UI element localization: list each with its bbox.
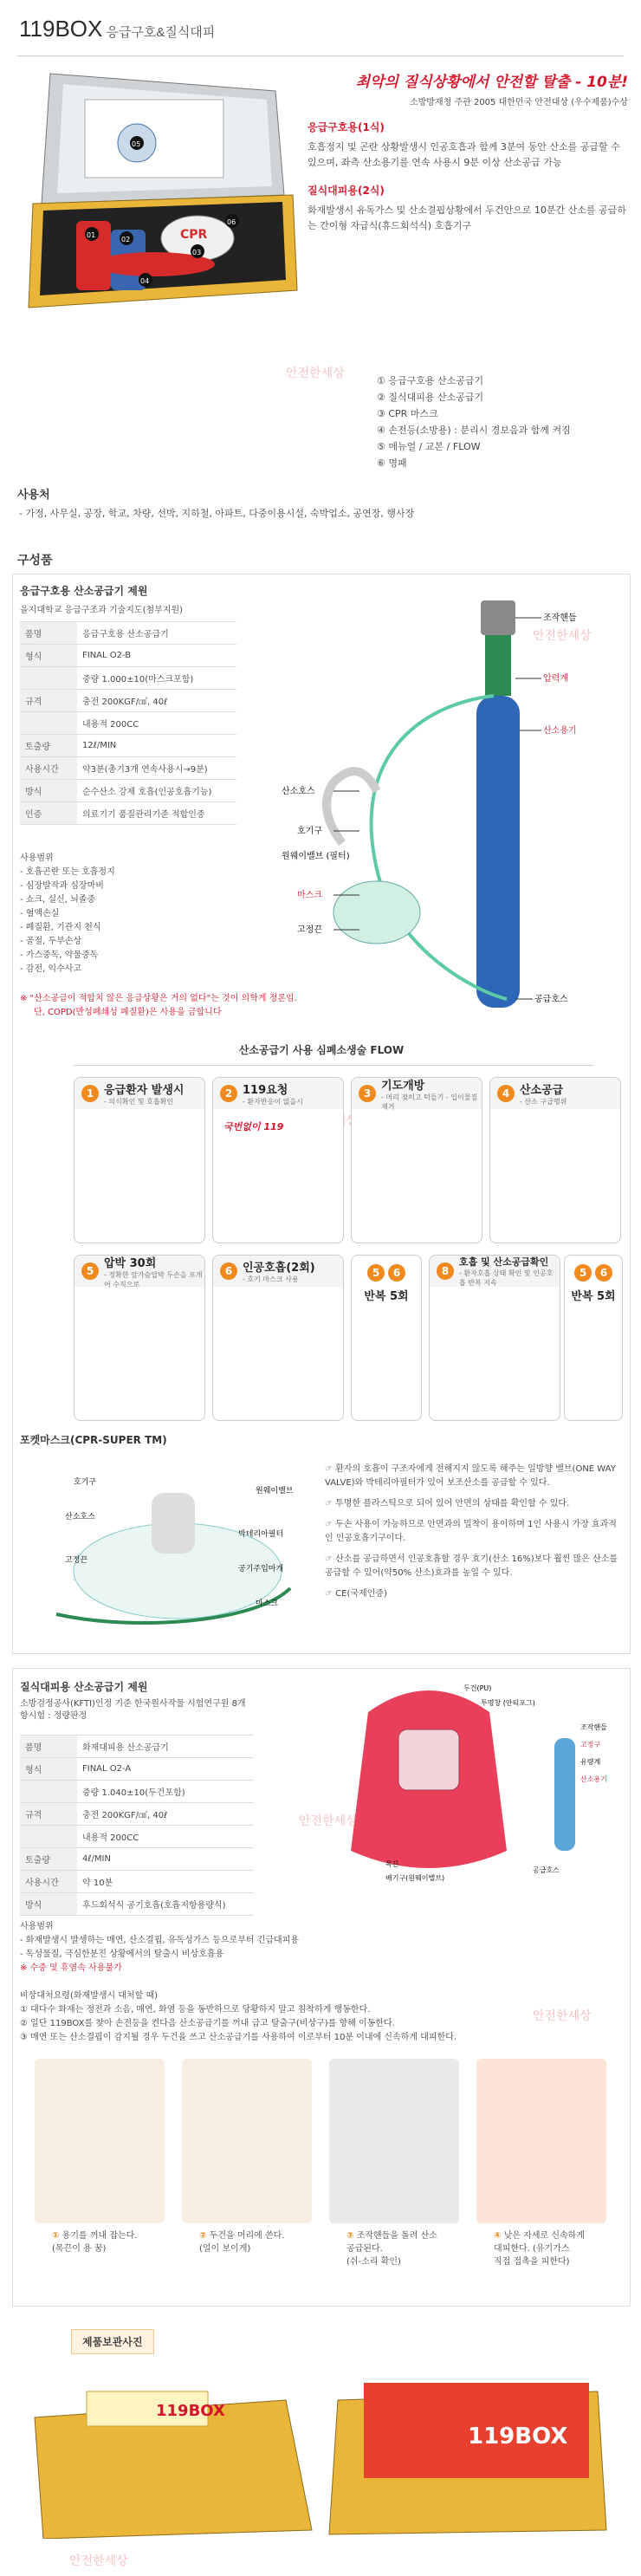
sec2-text: 화재발생시 유독가스 및 산소결핍상황에서 두건안으로 10분간 산소를 공급하는 간이형 자급식(휴드회석식) 호흡기구 [308, 204, 626, 231]
evac-step-1-image [35, 2059, 165, 2223]
emergency-sub: 을지대학교 응급구조과 기술지도(첨부지원) [20, 606, 184, 615]
spec-row: 품명 응급구호용 산소공급기 [20, 622, 236, 645]
svg-text:호기구: 호기구 [297, 827, 322, 836]
sec1-text: 호흡정지 및 곤란 상황발생시 인공호흡과 함께 3분여 동안 산소를 공급할 수 있으며, 좌측 산소용기를 연속 사용시 9분 이상 산소공급 가능 [308, 141, 620, 168]
flow-step-8: 8 호흡 및 산소공급확인 - 환자호흡 상태 확인 및 인공호흡 반복 지속 [429, 1255, 560, 1421]
evac-step-4-text: ④ 낮은 자세로 신속하게 대피한다. (유기가스 직접 접촉을 피한다) [494, 2231, 585, 2267]
svg-text:산소용기: 산소용기 [580, 1775, 607, 1783]
pocket-desc-item: ☞ 산소를 공급하면서 인공호흡할 경우 효기(산소 16%)보다 훨씬 많은 산소를 공급할 수 있어(약50% 산소)효과를 높일 수 있다. [325, 1554, 618, 1578]
svg-text:호기구: 호기구 [74, 1478, 97, 1487]
flow-step-4: 4 산소공급 - 산소 구급행위 [489, 1077, 621, 1243]
svg-text:산소호스: 산소호스 [65, 1513, 95, 1522]
watermark: 안전한세상 [299, 1814, 358, 1828]
scope-item: - 감전, 익수사고 [20, 964, 82, 974]
scope-item: - 가스중독, 약물중독 [20, 951, 99, 960]
svg-text:공급호스: 공급호스 [534, 995, 568, 1004]
part-item: ① 응급구호용 산소공급기 [377, 375, 484, 386]
svg-text:조작핸들: 조작핸들 [543, 613, 577, 623]
evac-step-2-text: ② 두건을 머리에 쓴다. (얼이 보이게) [199, 2231, 285, 2254]
spec-row: 규격 충전 200KGF/㎠, 40ℓ [20, 690, 236, 712]
flow-step-7: 5 6 반복 5회 [351, 1255, 422, 1421]
svg-text:고정구: 고정구 [580, 1741, 601, 1749]
spec-row: 내용적 200CC [20, 712, 236, 735]
watermark: 안전한세상 [533, 2009, 592, 2023]
svg-text:박테리아필터: 박테리아필터 [238, 1530, 284, 1539]
method-item: ① 대다수 화재는 정전과 소음, 매연, 화염 등을 동반하므로 당황하지 말고 침착하게 행동한다. [20, 2005, 371, 2015]
svg-text:압력계: 압력계 [543, 674, 568, 684]
evac-step-3-image [329, 2059, 459, 2223]
spec-row: 품명 화재대피용 산소공급기 [20, 1736, 254, 1758]
watermark: 안전한세상 [286, 367, 345, 380]
pocket-desc [325, 1463, 619, 1601]
case-label-06: 06 [227, 218, 236, 226]
spec-row: 토출량 12ℓ/MIN [20, 735, 236, 757]
product-photos [26, 2365, 615, 2539]
scope-item: - 폐질환, 기관지 천식 [20, 923, 101, 932]
case-label-03: 03 [192, 249, 202, 256]
evac-step-2-image [182, 2059, 312, 2223]
parts-list [377, 373, 571, 471]
spec-row: 규격 충전 200KGF/㎠, 40ℓ [20, 1803, 254, 1826]
emergency-section [12, 574, 631, 1654]
svg-text:고정끈: 고정끈 [65, 1556, 88, 1565]
scope-title: 사용범위 [20, 853, 54, 863]
pocket-desc-item: ☞ CE(국제인증) [325, 1589, 387, 1599]
scope-item: - 독성물질, 극심한분진 상황에서의 탈출시 비상호흡용 [20, 1950, 224, 1959]
flow-step-3: 3 기도개방 - 머리 젖히고 턱들기 - 입이물질 제거 [351, 1077, 482, 1243]
evac-section [12, 1668, 631, 2307]
emergency-title: 응급구호용 산소공급기 제원 [20, 585, 148, 597]
scope-item: - 골절, 두부손상 [20, 937, 82, 946]
spec-row: 방식 순수산소 강제 호흡(인공호흡기능) [20, 780, 236, 802]
spec-row: 사용시간 약 10분 [20, 1871, 254, 1893]
spec-row: 중량 1.000±10(마스크포함) [20, 667, 236, 690]
scope-item: - 혈액손실 [20, 909, 60, 918]
method-item: ③ 매연 또는 산소결핍이 감지될 경우 두건을 쓰고 산소공급기를 사용하여 이로부터 10분 이내에 신속하게 대피한다. [20, 2033, 457, 2042]
spec-row: 사용시간 약3분(총기3개 연속사용시→9분) [20, 757, 236, 780]
svg-text:산소호스: 산소호스 [282, 787, 315, 796]
svg-text:CPR: CPR [180, 228, 208, 242]
spec-row: 형식 FINAL O2-B [20, 645, 236, 667]
sec2-title: 질식대피용(2식) [308, 185, 385, 197]
svg-text:산소용기: 산소용기 [543, 726, 577, 736]
usage-text: - 가정, 사무실, 공장, 학교, 차량, 선박, 지하철, 아파트, 다중이용시설, 숙박업소, 공연장, 행사장 [19, 508, 415, 519]
scope-item: - 쇼크, 실신, 뇌졸중 [20, 895, 96, 905]
case-label-04: 04 [140, 277, 150, 285]
flow-step-5: 5 압박 30회 - 정확한 앞가슴압박 두손을 포개어 수직으로 [74, 1255, 205, 1421]
svg-text:119BOX: 119BOX [156, 2402, 225, 2420]
flow-step-6: 6 인공호흡(2회) - 호기 마스크 사용 [212, 1255, 344, 1421]
svg-text:마스크: 마스크 [297, 891, 322, 900]
spec-row: 인증 의료기기 품질관리기준 적합인증 [20, 802, 236, 825]
sec1-title: 응급구호용(1식) [308, 121, 385, 133]
svg-text:119BOX: 119BOX [468, 2424, 568, 2449]
evac-step-3-text: ③ 조작핸들을 돌려 산소 공급된다. (쉬-소리 확인) [346, 2231, 437, 2267]
scope-title: 사용범위 [20, 1922, 54, 1931]
part-item: ② 질식대피용 산소공급기 [377, 392, 484, 403]
svg-text:투명창 (안티포그): 투명창 (안티포그) [481, 1699, 535, 1707]
case-label-02: 02 [121, 236, 131, 243]
evac-step-4-image [476, 2059, 606, 2223]
evac-step-1-text: ① 용기를 꺼내 잡는다. (목끈이 용 꿈) [52, 2231, 138, 2254]
watermark: 안전한세상 [533, 629, 592, 643]
method-title: 비상대처요령(화재발생시 대처할 때) [20, 1991, 159, 2001]
svg-text:유량계: 유량계 [580, 1758, 601, 1766]
emergency-diagram [247, 583, 619, 1034]
flow-step-1: 1 응급환자 발생시 - 의식확인 및 호흡확인 [74, 1077, 205, 1243]
scope-item: - 호흡곤란 또는 호흡정지 [20, 867, 115, 877]
spec-row: 형식 FINAL O2-A [20, 1758, 254, 1781]
case-label-05: 05 [132, 140, 141, 148]
part-item: ⑤ 메뉴얼 / 교본 / FLOW [377, 441, 481, 452]
part-item: ③ CPR 마스크 [377, 408, 438, 419]
emergency-scope [20, 852, 115, 977]
pocket-title: 포켓마스크(CPR-SUPER TM) [20, 1434, 167, 1446]
evac-scope [20, 1920, 299, 1976]
page-title: 119BOX 응급구호&질식대피 [19, 16, 216, 42]
svg-text:마스크: 마스크 [256, 1599, 279, 1608]
headline: 최악의 질식상황에서 안전할 탈출 - 10분! [355, 74, 628, 91]
pocket-desc-item: ☞ 두손 사용이 가능하므로 안면과의 밀착이 용이하며 1인 사용시 가장 효과적인 인공호흡기구이다. [325, 1520, 617, 1543]
emergency-note: ※ "산소공급이 적합치 않은 응급상황은 거의 없다"는 것이 의학계 정론임. [20, 994, 297, 1003]
evac-diagram [333, 1677, 619, 1894]
svg-text:공급호스: 공급호스 [533, 1866, 560, 1874]
case-label-01: 01 [87, 231, 96, 239]
spec-row: 토출량 4ℓ/MIN [20, 1848, 254, 1871]
pocket-desc-item: ☞ 환자의 호흡이 구조자에게 전해지지 않도록 해주는 일방향 밸브(ONE WAY VALVE)와 박테리아필터가 있어 보조산소를 공급할 수 있다. [325, 1464, 616, 1488]
watermark: 안전한세상 [69, 2554, 128, 2568]
flow-step-2: 2 119요청 - 환자반응이 없을시 국번없이 119 [212, 1077, 344, 1243]
pocket-desc-item: ☞ 투명한 플라스틱으로 되어 있어 안면의 상태를 확인할 수 있다. [325, 1499, 570, 1509]
evac-spec-table [20, 1735, 254, 1916]
svg-text:배기구(원웨이밸브): 배기구(원웨이밸브) [385, 1874, 445, 1882]
flow-step-9: 5 6 반복 5회 [564, 1255, 623, 1421]
flow-title: 산소공급기 사용 심폐소생술 FLOW [238, 1044, 405, 1056]
hero-text [308, 69, 628, 234]
svg-text:고정끈: 고정끈 [297, 925, 322, 935]
spec-row: 중량 1.040±10(두건포함) [20, 1781, 254, 1803]
emergency-note2: 단, COPD(만성폐쇄성 폐질환)은 사용을 금합니다 [34, 1008, 222, 1017]
call-119-text: 국번없이 119 [223, 1121, 284, 1132]
product-photo-title: 제품보관사진 [71, 2329, 154, 2354]
svg-text:원웨이밸브 (필터): 원웨이밸브 (필터) [282, 852, 350, 861]
spec-row: 내용적 200CC [20, 1826, 254, 1848]
svg-text:원웨이밸브: 원웨이밸브 [256, 1487, 294, 1496]
evac-methods [20, 1989, 618, 2045]
scope-item: ※ 수중 및 휴염속 사용불가 [20, 1963, 122, 1973]
evac-sub: 소방검정공사(KFTI)인정 기준 한국원사작물 시험연구원 8개항시험 : 정량판정 [20, 1699, 246, 1721]
award-text: 소방방재청 주관 2005 대한민국 안전대상 (우수제품)수상 [409, 98, 628, 107]
method-item: ② 일단 119BOX를 찾아 손전등을 켠다음 산소공급기를 꺼내 급고 탈출구(비상구)를 향해 이동한다. [20, 2019, 395, 2028]
svg-text:조작핸들: 조작핸들 [580, 1723, 607, 1731]
pocket-mask-diagram [30, 1458, 308, 1632]
scope-item: - 심장발작과 심장마비 [20, 881, 104, 891]
emergency-spec-table [20, 621, 236, 825]
svg-text:두건(PU): 두건(PU) [463, 1684, 492, 1692]
svg-text:공기주입마개: 공기주입마개 [238, 1565, 284, 1574]
evac-steps [35, 2059, 606, 2284]
part-item: ⑥ 명패 [377, 457, 407, 469]
composition-label: 구성품 [17, 554, 53, 568]
case-illustration [16, 65, 301, 325]
divider [17, 55, 624, 56]
usage-label: 사용처 [17, 489, 50, 502]
scope-item: - 화재발생시 발생하는 매연, 산소결핍, 유독성가스 등으로부터 긴급대피용 [20, 1936, 300, 1945]
svg-text:목끈: 목끈 [385, 1860, 399, 1868]
evac-title: 질식대피용 산소공급기 제원 [20, 1681, 148, 1693]
part-item: ④ 손전등(소방용) : 분리시 경보음과 함께 켜짐 [377, 425, 571, 436]
spec-row: 방식 후드회석식 공기호흡(호흡저항용량식) [20, 1893, 254, 1916]
